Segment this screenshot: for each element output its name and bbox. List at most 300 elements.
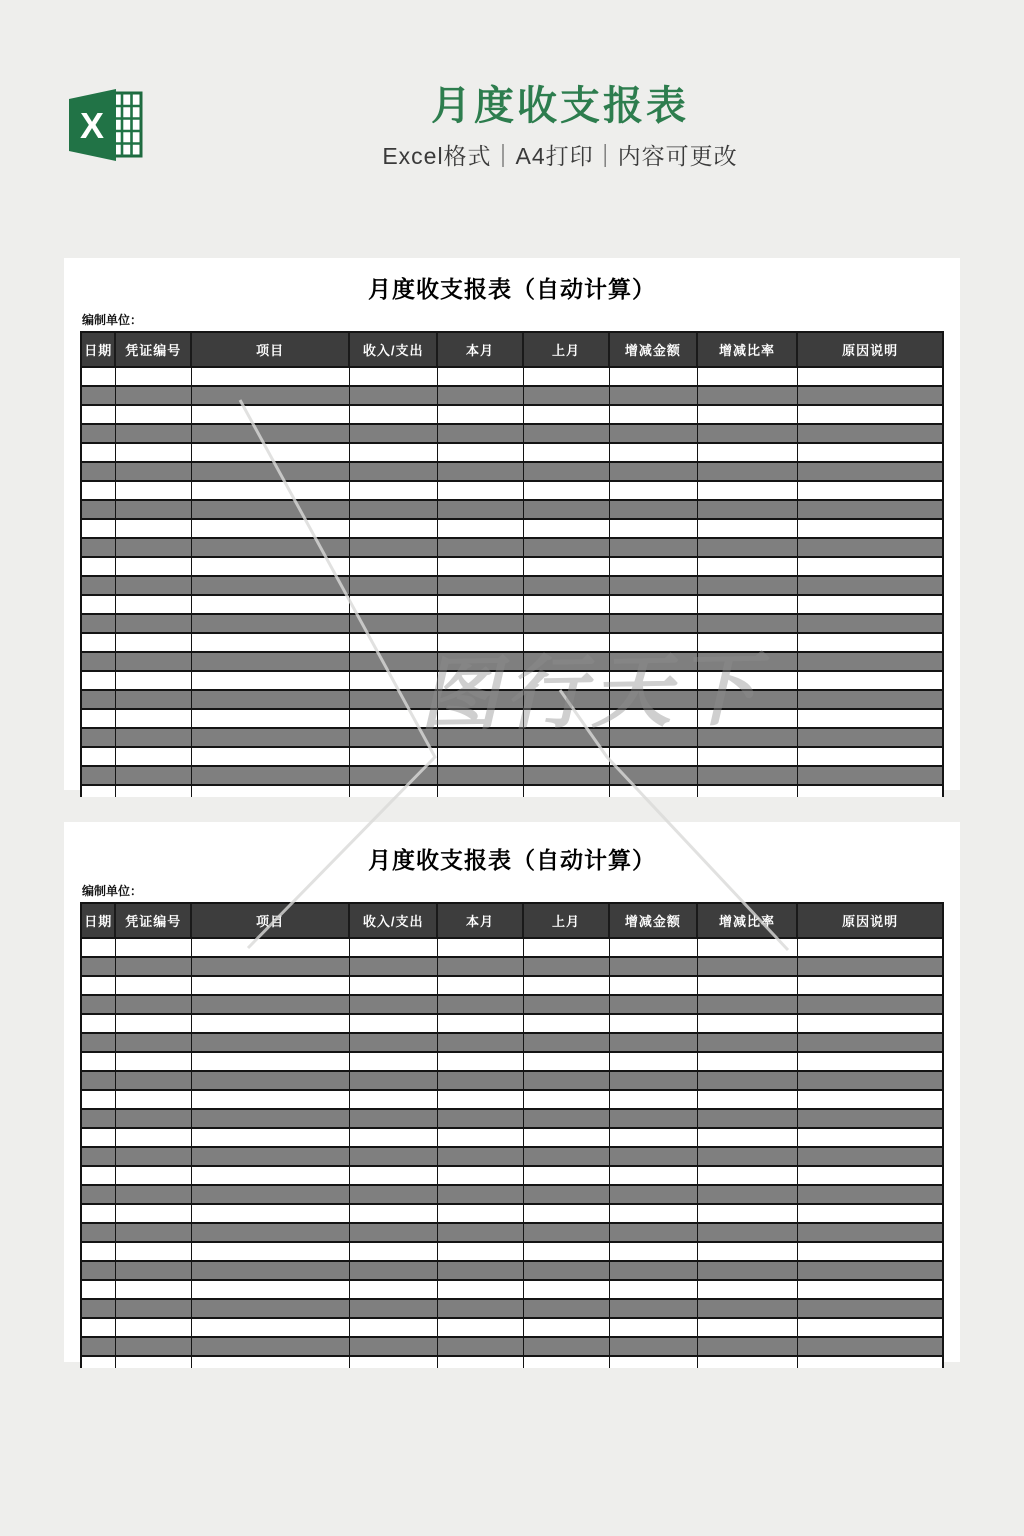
table-cell — [438, 1205, 524, 1222]
table-cell — [610, 1281, 698, 1298]
table-row — [82, 1148, 942, 1167]
table-cell — [438, 653, 524, 670]
table-cell — [116, 1186, 192, 1203]
table-cell — [192, 691, 350, 708]
table-cell — [116, 653, 192, 670]
table-cell — [698, 691, 799, 708]
table-header-row — [82, 904, 942, 939]
table-cell — [610, 767, 698, 784]
table-cell — [192, 1015, 350, 1032]
table-cell — [350, 939, 438, 956]
table-cell — [798, 1129, 942, 1146]
table-cell — [82, 729, 116, 746]
table-cell — [698, 596, 799, 613]
table-row — [82, 501, 942, 520]
table-cell — [116, 1281, 192, 1298]
table-cell — [698, 501, 799, 518]
table-cell — [698, 1281, 799, 1298]
table-cell — [524, 425, 610, 442]
table-cell — [610, 1129, 698, 1146]
table-cell — [350, 463, 438, 480]
table-cell — [798, 425, 942, 442]
table-cell — [192, 1053, 350, 1070]
table-cell — [610, 1091, 698, 1108]
table-cell — [610, 1053, 698, 1070]
table-cell — [82, 1053, 116, 1070]
table-cell — [610, 1319, 698, 1336]
table-cell — [524, 1319, 610, 1336]
table-cell — [350, 406, 438, 423]
table-cell — [798, 653, 942, 670]
table-cell — [116, 958, 192, 975]
table-cell — [350, 1281, 438, 1298]
table-cell — [116, 1015, 192, 1032]
table-cell — [350, 615, 438, 632]
table-cell — [192, 1034, 350, 1051]
table-cell — [350, 786, 438, 797]
table-cell — [438, 387, 524, 404]
column-header: 增减金额 — [610, 904, 698, 937]
table-row-cropped — [82, 786, 942, 797]
table-cell — [116, 672, 192, 689]
table-cell — [798, 1319, 942, 1336]
table-cell — [610, 653, 698, 670]
table-cell — [438, 710, 524, 727]
page-title: 月度收支报表 — [431, 84, 689, 128]
table-cell — [116, 1167, 192, 1184]
table-row — [82, 1053, 942, 1072]
table-cell — [698, 977, 799, 994]
table-cell — [192, 748, 350, 765]
table-cell — [698, 1186, 799, 1203]
table-cell — [116, 558, 192, 575]
table-cell — [350, 558, 438, 575]
table-cell — [192, 1243, 350, 1260]
table-cell — [350, 634, 438, 651]
table-cell — [116, 748, 192, 765]
table-cell — [610, 958, 698, 975]
table-cell — [798, 939, 942, 956]
table-cell — [438, 1300, 524, 1317]
table-cell — [82, 1300, 116, 1317]
table-cell — [350, 387, 438, 404]
table-cell — [350, 691, 438, 708]
table-cell — [798, 406, 942, 423]
table-cell — [82, 463, 116, 480]
column-header: 原因说明 — [842, 914, 899, 929]
table-cell — [82, 1357, 116, 1368]
table-cell — [350, 1129, 438, 1146]
table-row — [82, 1072, 942, 1091]
column-header: 收入/支出 — [350, 333, 438, 366]
table-cell — [610, 710, 698, 727]
table-cell — [698, 1091, 799, 1108]
table-cell — [698, 463, 799, 480]
column-header: 日期 — [82, 904, 116, 937]
table-cell — [82, 577, 116, 594]
table-cell — [350, 1110, 438, 1127]
table-row — [82, 1091, 942, 1110]
table-cell — [82, 653, 116, 670]
table-row — [82, 748, 942, 767]
table-cell — [524, 1338, 610, 1355]
table-cell — [798, 1243, 942, 1260]
table-cell — [350, 1053, 438, 1070]
table-cell — [192, 1167, 350, 1184]
table-cell — [350, 1148, 438, 1165]
sheet-preview-panel-1 — [64, 258, 960, 790]
table-cell — [524, 406, 610, 423]
table-cell — [350, 996, 438, 1013]
table-cell — [438, 977, 524, 994]
table-cell — [798, 767, 942, 784]
table-cell — [192, 1281, 350, 1298]
table-cell — [610, 1243, 698, 1260]
table-cell — [798, 1167, 942, 1184]
table-cell — [116, 406, 192, 423]
table-cell — [524, 444, 610, 461]
table-cell — [610, 387, 698, 404]
table-cell — [350, 596, 438, 613]
table-row — [82, 958, 942, 977]
table-cell — [116, 1110, 192, 1127]
table-cell — [524, 1034, 610, 1051]
table-row — [82, 1129, 942, 1148]
table-cell — [350, 1186, 438, 1203]
table-cell — [698, 996, 799, 1013]
table-cell — [610, 634, 698, 651]
table-cell — [524, 1110, 610, 1127]
table-cell — [438, 1091, 524, 1108]
table-cell — [82, 691, 116, 708]
column-header: 上月 — [524, 333, 610, 366]
table-row — [82, 691, 942, 710]
table-cell — [350, 1091, 438, 1108]
table-cell — [82, 710, 116, 727]
table-cell — [192, 615, 350, 632]
table-row — [82, 1300, 942, 1319]
table-cell — [524, 958, 610, 975]
table-cell — [438, 939, 524, 956]
table-cell — [192, 558, 350, 575]
table-cell — [116, 482, 192, 499]
table-cell — [698, 539, 799, 556]
table-cell — [192, 729, 350, 746]
table-row — [82, 1281, 942, 1300]
table-cell — [610, 786, 698, 797]
table-cell — [82, 1319, 116, 1336]
sheet-title: 月度收支报表（自动计算） — [368, 847, 656, 873]
table-cell — [698, 615, 799, 632]
table-cell — [116, 977, 192, 994]
table-cell — [192, 501, 350, 518]
table-cell — [116, 1357, 192, 1368]
page-subtitle: Excel格式｜A4打印｜内容可更改 — [382, 143, 738, 169]
table-cell — [610, 444, 698, 461]
table-cell — [116, 425, 192, 442]
table-cell — [192, 1262, 350, 1279]
table-cell — [698, 1148, 799, 1165]
table-cell — [438, 634, 524, 651]
table-cell — [524, 1053, 610, 1070]
table-row — [82, 672, 942, 691]
table-cell — [698, 387, 799, 404]
sheet-title: 月度收支报表（自动计算） — [368, 276, 656, 302]
table-cell — [350, 577, 438, 594]
table-cell — [698, 1224, 799, 1241]
table-cell — [610, 577, 698, 594]
table-cell — [192, 1319, 350, 1336]
table-cell — [82, 1262, 116, 1279]
table-cell — [82, 501, 116, 518]
table-cell — [610, 672, 698, 689]
table-cell — [116, 577, 192, 594]
table-cell — [524, 672, 610, 689]
table-row — [82, 1034, 942, 1053]
column-header: 项目 — [192, 333, 350, 366]
table-cell — [524, 387, 610, 404]
table-cell — [82, 1072, 116, 1089]
table-cell — [116, 1224, 192, 1241]
table-cell — [116, 1300, 192, 1317]
table-cell — [82, 1243, 116, 1260]
table-cell — [192, 1224, 350, 1241]
table-cell — [610, 1167, 698, 1184]
table-cell — [698, 1110, 799, 1127]
table-cell — [524, 482, 610, 499]
table-cell — [798, 463, 942, 480]
table-cell — [192, 786, 350, 797]
column-header: 项目 — [192, 904, 350, 937]
table-cell — [82, 596, 116, 613]
table-cell — [798, 1034, 942, 1051]
table-cell — [698, 1319, 799, 1336]
table-cell — [698, 634, 799, 651]
table-cell — [798, 1091, 942, 1108]
column-header: 凭证编号 — [116, 904, 192, 937]
table-cell — [438, 1186, 524, 1203]
table-cell — [438, 996, 524, 1013]
table-row — [82, 615, 942, 634]
column-header: 增减比率 — [698, 333, 799, 366]
table-cell — [116, 939, 192, 956]
table-cell — [116, 463, 192, 480]
table-cell — [698, 1015, 799, 1032]
table-cell — [798, 482, 942, 499]
table-cell — [798, 1186, 942, 1203]
table-cell — [698, 729, 799, 746]
table-cell — [192, 387, 350, 404]
table-cell — [438, 1357, 524, 1368]
table-cell — [438, 1243, 524, 1260]
table-cell — [610, 1186, 698, 1203]
table-row — [82, 1186, 942, 1205]
table-cell — [350, 1034, 438, 1051]
table-row — [82, 1243, 942, 1262]
report-table — [80, 331, 944, 797]
table-cell — [610, 977, 698, 994]
table-cell — [82, 444, 116, 461]
table-row — [82, 767, 942, 786]
table-cell — [438, 1110, 524, 1127]
table-cell — [610, 1072, 698, 1089]
table-cell — [698, 1072, 799, 1089]
table-cell — [192, 958, 350, 975]
table-cell — [82, 1110, 116, 1127]
table-cell — [116, 1053, 192, 1070]
table-cell — [116, 1243, 192, 1260]
table-cell — [350, 1205, 438, 1222]
table-cell — [610, 1110, 698, 1127]
table-cell — [192, 539, 350, 556]
table-cell — [82, 482, 116, 499]
table-cell — [82, 1338, 116, 1355]
table-cell — [82, 786, 116, 797]
table-cell — [116, 501, 192, 518]
table-cell — [438, 558, 524, 575]
table-cell — [438, 958, 524, 975]
table-cell — [610, 1148, 698, 1165]
table-cell — [524, 786, 610, 797]
table-cell — [116, 1129, 192, 1146]
table-header-row — [82, 333, 942, 368]
table-cell — [438, 1167, 524, 1184]
table-cell — [350, 1072, 438, 1089]
table-cell — [698, 748, 799, 765]
table-cell — [350, 748, 438, 765]
table-cell — [82, 1015, 116, 1032]
table-cell — [524, 1091, 610, 1108]
table-cell — [438, 1129, 524, 1146]
table-cell — [610, 748, 698, 765]
table-row — [82, 996, 942, 1015]
table-cell — [610, 596, 698, 613]
table-cell — [524, 996, 610, 1013]
table-cell — [698, 444, 799, 461]
table-cell — [698, 1129, 799, 1146]
table-cell — [350, 368, 438, 385]
table-cell — [698, 1338, 799, 1355]
table-cell — [438, 425, 524, 442]
table-cell — [798, 996, 942, 1013]
table-cell — [438, 1053, 524, 1070]
table-cell — [798, 634, 942, 651]
table-row — [82, 1224, 942, 1243]
table-cell — [350, 710, 438, 727]
table-cell — [610, 539, 698, 556]
table-cell — [350, 958, 438, 975]
table-cell — [798, 729, 942, 746]
table-cell — [350, 1224, 438, 1241]
table-cell — [82, 1091, 116, 1108]
table-cell — [798, 691, 942, 708]
table-cell — [192, 444, 350, 461]
table-row-cropped — [82, 1357, 942, 1368]
table-cell — [524, 653, 610, 670]
table-cell — [524, 634, 610, 651]
column-header: 本月 — [438, 904, 524, 937]
table-cell — [192, 710, 350, 727]
table-cell — [350, 1338, 438, 1355]
table-cell — [798, 710, 942, 727]
table-row — [82, 1262, 942, 1281]
table-cell — [524, 1129, 610, 1146]
table-cell — [524, 368, 610, 385]
table-cell — [192, 596, 350, 613]
table-cell — [350, 482, 438, 499]
table-cell — [524, 520, 610, 537]
table-cell — [350, 425, 438, 442]
table-cell — [82, 1148, 116, 1165]
table-cell — [798, 387, 942, 404]
column-header: 凭证编号 — [116, 333, 192, 366]
table-cell — [798, 786, 942, 797]
table-cell — [350, 501, 438, 518]
table-cell — [798, 1072, 942, 1089]
table-cell — [438, 368, 524, 385]
table-cell — [798, 958, 942, 975]
table-cell — [524, 710, 610, 727]
table-cell — [524, 1015, 610, 1032]
table-cell — [350, 1262, 438, 1279]
table-cell — [116, 710, 192, 727]
table-row — [82, 558, 942, 577]
table-cell — [524, 1148, 610, 1165]
table-cell — [192, 1129, 350, 1146]
table-cell — [438, 786, 524, 797]
table-cell — [610, 729, 698, 746]
table-cell — [524, 691, 610, 708]
table-cell — [438, 1015, 524, 1032]
table-cell — [116, 1262, 192, 1279]
table-cell — [192, 1110, 350, 1127]
table-row — [82, 463, 942, 482]
table-cell — [698, 558, 799, 575]
table-cell — [82, 1224, 116, 1241]
table-cell — [698, 368, 799, 385]
prepared-by-label: 编制单位： — [82, 884, 143, 898]
table-cell — [438, 501, 524, 518]
table-cell — [192, 368, 350, 385]
table-cell — [798, 615, 942, 632]
table-cell — [192, 425, 350, 442]
table-cell — [438, 691, 524, 708]
table-cell — [524, 1205, 610, 1222]
table-cell — [82, 539, 116, 556]
table-cell — [116, 634, 192, 651]
table-cell — [350, 672, 438, 689]
prepared-by-label: 编制单位： — [82, 313, 143, 327]
table-cell — [698, 1167, 799, 1184]
table-cell — [798, 444, 942, 461]
table-cell — [350, 1300, 438, 1317]
table-cell — [798, 577, 942, 594]
table-cell — [524, 767, 610, 784]
table-cell — [116, 1205, 192, 1222]
report-table — [80, 902, 944, 1368]
table-cell — [610, 520, 698, 537]
table-cell — [82, 634, 116, 651]
table-row — [82, 729, 942, 748]
table-cell — [524, 501, 610, 518]
table-cell — [524, 615, 610, 632]
table-cell — [798, 1300, 942, 1317]
table-cell — [350, 1319, 438, 1336]
table-cell — [798, 539, 942, 556]
table-cell — [350, 729, 438, 746]
table-row — [82, 710, 942, 729]
table-cell — [798, 1357, 942, 1368]
